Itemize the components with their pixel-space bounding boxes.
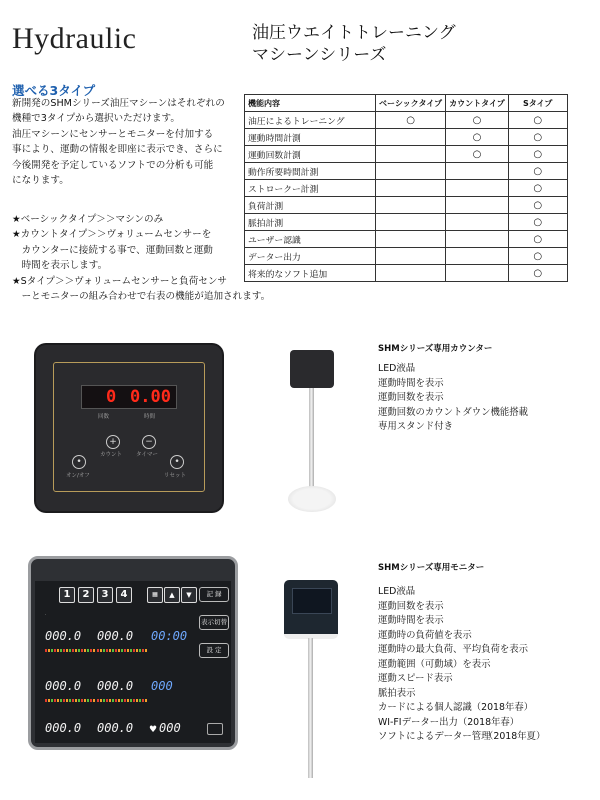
level-bar-3	[45, 699, 95, 702]
table-body	[245, 112, 568, 282]
settings-button: 設 定	[199, 643, 229, 658]
table-row	[245, 265, 568, 282]
caption-line: LED液晶	[378, 363, 416, 374]
caption-line: 運動回数を表示	[378, 392, 444, 403]
feature-cell: ユーザー認識	[245, 231, 376, 248]
basic-cell: ○	[376, 112, 446, 129]
label-reset: リセット	[164, 473, 186, 479]
monitor-footnote: （2018年夏）	[484, 731, 546, 742]
table-row	[245, 214, 568, 231]
key-3: 3	[97, 587, 113, 603]
type-bullets	[12, 212, 270, 304]
table-row	[245, 112, 568, 129]
basic-cell	[376, 163, 446, 180]
caption-line: 脈拍表示	[378, 687, 416, 699]
types-section-title: 選べる3タイプ	[12, 83, 96, 98]
s-type-cell: ○	[508, 231, 567, 248]
label-onoff: オン/オフ	[66, 473, 90, 479]
counter-caption	[378, 362, 528, 435]
tiny-label: ·	[45, 613, 47, 618]
intro-line: 新開発のSHMシリーズ油圧マシーンはそれぞれの	[12, 98, 225, 109]
minus-icon: −	[142, 435, 156, 449]
label-down: タイマー	[136, 452, 158, 458]
reset-button-icon: •	[170, 455, 184, 469]
bullet-line: カウンターに接続する事で、運動回数と運動	[12, 244, 213, 256]
bullet-line: ★カウントタイプ＞＞ヴォリュームセンサーを	[12, 229, 212, 241]
table-row	[245, 197, 568, 214]
monitor-device-image	[28, 556, 238, 750]
count-cell	[446, 163, 509, 180]
table-row	[245, 231, 568, 248]
caption-line: 運動回数を表示	[378, 600, 444, 612]
intro-line: 油圧マシーンにセンサーとモニターを付加する	[12, 128, 214, 140]
feature-cell: 将来的なソフト追加	[245, 265, 376, 282]
count-cell	[446, 197, 509, 214]
caption-line: カードによる個人認識（2018年春）	[378, 702, 534, 713]
feature-cell: 脈拍計測	[245, 214, 376, 231]
count-cell: ○	[446, 146, 509, 163]
basic-cell	[376, 265, 446, 282]
basic-cell	[376, 197, 446, 214]
caption-line: WI-FIデーター出力（2018年春）	[378, 716, 520, 728]
seg-display-6: 000	[151, 679, 173, 693]
s-type-cell: ○	[508, 163, 567, 180]
card-slot-icon	[207, 723, 223, 735]
table-row	[245, 163, 568, 180]
feature-cell: 運動時間計測	[245, 129, 376, 146]
monitor-caption-title: SHMシリーズ専用モニター	[378, 563, 485, 573]
led-time: 0.00	[130, 387, 171, 407]
feature-cell: 動作所要時間計測	[245, 163, 376, 180]
counter-device-image	[36, 345, 222, 511]
feature-cell: ストロークー計測	[245, 180, 376, 197]
header-basic: ベーシックタイプ	[376, 95, 446, 112]
basic-cell	[376, 214, 446, 231]
intro-line: になります。	[12, 175, 69, 187]
page-heading	[252, 22, 456, 66]
s-type-cell: ○	[508, 265, 567, 282]
key-1: 1	[59, 587, 75, 603]
intro-line: 今後開発を予定しているソフトでの分析も可能	[12, 159, 214, 171]
grid-icon: ▦	[147, 587, 163, 603]
header-count: カウントタイプ	[446, 95, 509, 112]
level-bar-4	[97, 699, 147, 702]
count-cell	[446, 214, 509, 231]
monitor-caption	[378, 585, 533, 745]
feature-cell: 運動回数計測	[245, 146, 376, 163]
triangle-down-icon: ▼	[181, 587, 197, 603]
power-button-icon: •	[72, 455, 86, 469]
caption-line: LED液晶	[378, 586, 416, 597]
caption-line: 運動時の負荷値を表示	[378, 629, 472, 641]
feature-cell: 負荷計測	[245, 197, 376, 214]
bullet-line: ーとモニターの組み合わせで右表の機能が追加されます。	[12, 291, 271, 303]
feature-cell: 油圧によるトレーニング	[245, 112, 376, 129]
seg-display-1: 000.0	[45, 629, 82, 643]
monitor-stand-pole	[308, 638, 313, 778]
count-cell	[446, 265, 509, 282]
monitor-panel	[35, 581, 231, 743]
counter-stand-base	[288, 486, 336, 512]
caption-line: 運動時間を表示	[378, 377, 444, 389]
counter-caption-title: SHMシリーズ専用カウンター	[378, 344, 493, 354]
key-2: 2	[78, 587, 94, 603]
caption-line: 運動範囲（可動域）を表示	[378, 658, 491, 670]
heading-line-2: マシーンシリーズ	[252, 45, 387, 65]
seg-display-2: 000.0	[97, 629, 134, 643]
level-bar-2	[97, 649, 147, 652]
record-button: 記 録	[199, 587, 229, 602]
caption-line: 専用スタンド付き	[378, 421, 454, 432]
count-cell	[446, 180, 509, 197]
s-type-cell: ○	[508, 112, 567, 129]
label-up: カウント	[100, 452, 123, 458]
table-row	[245, 180, 568, 197]
heading-line-1: 油圧ウエイトトレーニング	[252, 23, 456, 43]
seg-display-8: 000.0	[97, 721, 134, 735]
display-toggle-button: 表示切替	[199, 615, 229, 630]
seg-display-4: 000.0	[45, 679, 82, 693]
basic-cell	[376, 248, 446, 265]
count-cell	[446, 248, 509, 265]
s-type-cell: ○	[508, 248, 567, 265]
basic-cell	[376, 180, 446, 197]
label-time: 時間	[144, 414, 156, 420]
heart-icon: ♥	[149, 725, 158, 735]
intro-paragraph	[12, 96, 225, 188]
caption-line: 運動時の最大負荷、平均負荷を表示	[378, 644, 529, 655]
count-cell	[446, 231, 509, 248]
counter-stand-head-image	[290, 350, 334, 388]
monitor-mini-screen	[292, 588, 332, 614]
feature-table	[244, 94, 568, 282]
caption-line: 運動回数のカウントダウン機能搭載	[378, 406, 529, 418]
header-feature: 機能内容	[245, 95, 376, 112]
seg-display-3: 00:00	[151, 629, 188, 643]
count-cell: ○	[446, 129, 509, 146]
brand-title: Hydraulic	[12, 22, 137, 55]
s-type-cell: ○	[508, 129, 567, 146]
table-header-row	[245, 95, 568, 112]
header-s-type: Sタイプ	[508, 95, 567, 112]
basic-cell	[376, 129, 446, 146]
bullet-line: ★ベーシックタイプ＞＞マシンのみ	[12, 214, 164, 225]
monitor-stand-head-image	[284, 580, 338, 639]
seg-display-7: 000.0	[45, 721, 82, 735]
s-type-cell: ○	[508, 197, 567, 214]
bullet-line: ★Sタイプ＞＞ヴォリュームセンサーと負荷センサ	[12, 275, 228, 287]
table-row	[245, 248, 568, 265]
s-type-cell: ○	[508, 214, 567, 231]
count-cell: ○	[446, 112, 509, 129]
key-4: 4	[116, 587, 132, 603]
feature-cell: データー出力	[245, 248, 376, 265]
counter-stand-pole	[309, 388, 314, 488]
s-type-cell: ○	[508, 146, 567, 163]
caption-line: 運動時間を表示	[378, 615, 444, 626]
caption-line: 運動スピード表示	[378, 673, 453, 684]
seg-display-5: 000.0	[97, 679, 134, 693]
table-row	[245, 129, 568, 146]
level-bar-1	[45, 649, 95, 652]
caption-line: ソフトによるデーター管理	[378, 731, 491, 742]
triangle-up-icon: ▲	[164, 587, 180, 603]
bullet-line: 時間を表示します。	[12, 260, 108, 272]
intro-line: 機種で3タイプから選択いただけます。	[12, 113, 180, 125]
intro-line: 事により、運動の情報を即座に表示でき、さらに	[12, 144, 223, 156]
table-row	[245, 146, 568, 163]
basic-cell	[376, 146, 446, 163]
counter-led-display	[81, 385, 177, 409]
plus-icon: +	[106, 435, 120, 449]
basic-cell	[376, 231, 446, 248]
s-type-cell: ○	[508, 180, 567, 197]
seg-display-9: 000	[159, 721, 181, 735]
label-count: 回数	[98, 414, 110, 420]
led-count: 0	[106, 387, 117, 407]
